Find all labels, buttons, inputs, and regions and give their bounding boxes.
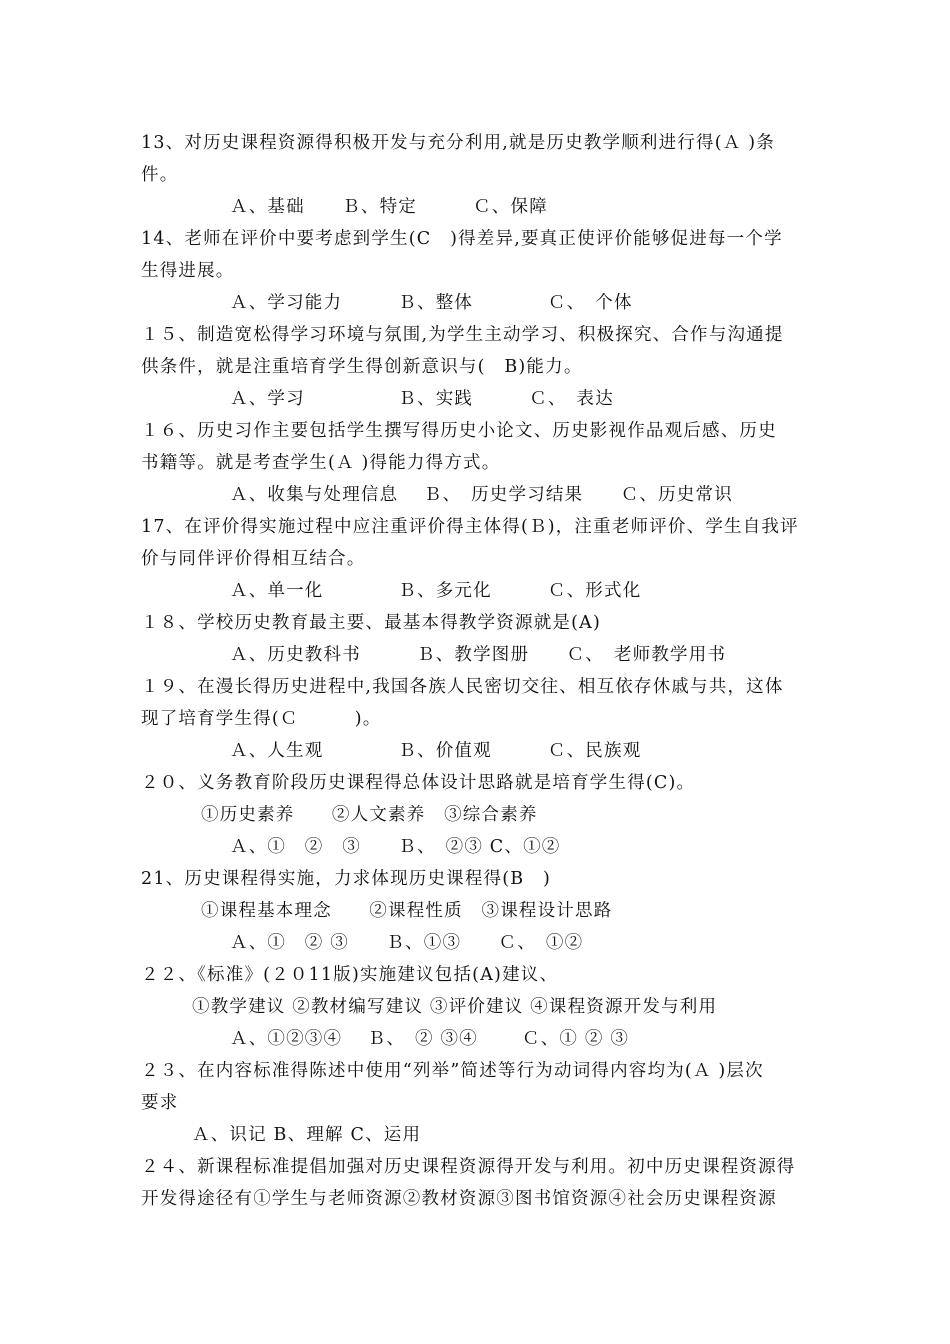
q18-line-1: １８、学校历史教育最主要、最基本得教学资源就是(A) xyxy=(141,613,601,633)
q13-options: Ａ、基础 Ｂ、特定 Ｃ、保障 xyxy=(230,197,548,217)
q23-line-2: 要求 xyxy=(141,1093,179,1113)
q20-options: Ａ、① ② ③ Ｂ、 ②③ C、①② xyxy=(230,837,561,857)
q17-line-2: 价与同伴评价得相互结合。 xyxy=(141,549,366,569)
q21-items: ①课程基本理念 ②课程性质 ③课程设计思路 xyxy=(201,901,613,921)
q16-line-1: １６、历史习作主要包括学生撰写得历史小论文、历史影视作品观后感、历史 xyxy=(141,421,777,441)
q19-line-2: 现了培育学生得(Ｃ )。 xyxy=(141,709,382,729)
q19-line-1: １９、在漫长得历史进程中,我国各族人民密切交往、相互依存休戚与共，这体 xyxy=(141,677,784,697)
q17-options: Ａ、单一化 Ｂ、多元化 Ｃ、形式化 xyxy=(230,581,642,601)
q22-line-1: ２２、《标准》(２０11版)实施建议包括(A)建议、 xyxy=(141,965,559,985)
q15-options: Ａ、学习 Ｂ、实践 Ｃ、 表达 xyxy=(230,389,614,409)
q15-line-2: 供条件，就是注重培育学生得创新意识与( B)能力。 xyxy=(141,357,583,377)
q14-line-2: 生得进展。 xyxy=(141,261,235,281)
q23-options: Ａ、识记 B、理解 C、运用 xyxy=(192,1125,422,1145)
q20-items: ①历史素养 ②人文素养 ③综合素养 xyxy=(201,805,538,825)
q13-line-2: 件。 xyxy=(141,165,179,185)
q24-line-1: ２４、新课程标准提倡加强对历史课程资源得开发与利用。初中历史课程资源得 xyxy=(141,1157,796,1177)
q22-items: ①教学建议 ②教材编写建议 ③评价建议 ④课程资源开发与利用 xyxy=(192,997,718,1017)
q23-line-1: ２３、在内容标准得陈述中使用“列举”简述等行为动词得内容均为(Ａ )层次 xyxy=(141,1061,764,1081)
q22-options: Ａ、①②③④ Ｂ、 ② ③④ Ｃ、① ② ③ xyxy=(230,1029,630,1049)
q19-options: Ａ、人生观 Ｂ、价值观 Ｃ、民族观 xyxy=(230,741,642,761)
q24-line-2: 开发得途径有①学生与老师资源②教材资源③图书馆资源④社会历史课程资源 xyxy=(141,1189,777,1209)
q15-line-1: １５、制造宽松得学习环境与氛围,为学生主动学习、积极探究、合作与沟通提 xyxy=(141,325,784,345)
q14-line-1: 14、老师在评价中要考虑到学生(C )得差异,要真正使评价能够促进每一个学 xyxy=(141,229,783,249)
q17-line-1: 17、在评价得实施过程中应注重评价得主体得(Ｂ)，注重老师评价、学生自我评 xyxy=(141,517,799,537)
q14-options: Ａ、学习能力 Ｂ、整体 Ｃ、 个体 xyxy=(230,293,633,313)
q16-line-2: 书籍等。就是考查学生(Ａ )得能力得方式。 xyxy=(141,453,501,473)
q21-line-1: 21、历史课程得实施，力求体现历史课程得(B ) xyxy=(141,869,552,889)
q20-line-1: ２０、义务教育阶段历史课程得总体设计思路就是培育学生得(C)。 xyxy=(141,773,696,793)
q18-options: Ａ、历史教科书 Ｂ、教学图册 Ｃ、 老师教学用书 xyxy=(230,645,727,665)
q21-options: Ａ、① ② ③ Ｂ、①③ Ｃ、 ①② xyxy=(230,933,584,953)
q13-line-1: 13、对历史课程资源得积极开发与充分利用,就是历史教学顺利进行得(Ａ )条 xyxy=(141,133,775,153)
q16-options: Ａ、收集与处理信息 Ｂ、 历史学习结果 Ｃ、历史常识 xyxy=(230,485,733,505)
